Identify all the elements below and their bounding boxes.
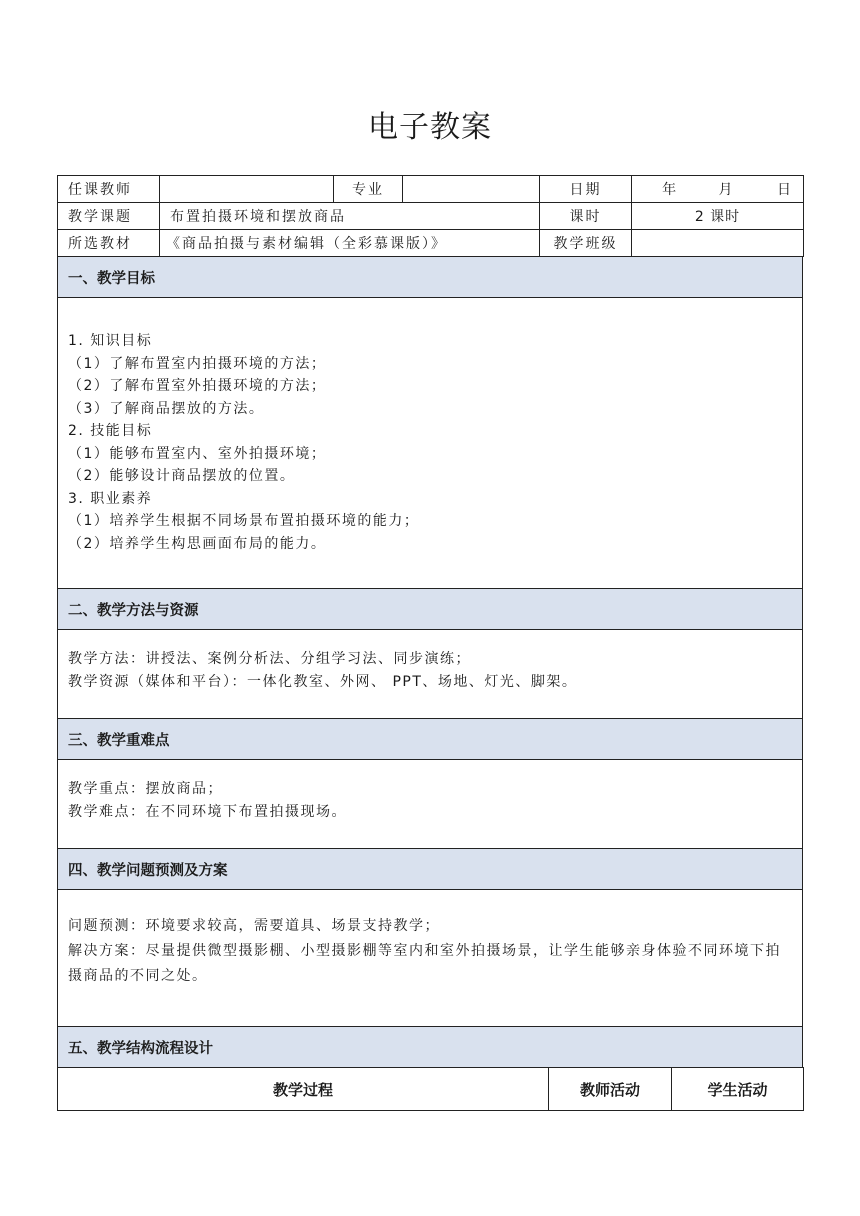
flow-column-header	[58, 1068, 804, 1111]
objective-line: 2. 技能目标	[68, 423, 153, 439]
document-title: 电子教案	[368, 110, 492, 145]
problems-body	[58, 890, 803, 1027]
date-day: 日	[777, 182, 791, 198]
flow-table	[57, 1067, 804, 1111]
class-value[interactable]	[632, 230, 804, 257]
lesson-plan-sheet	[57, 175, 803, 1111]
date-value[interactable]	[632, 176, 804, 203]
problems-header	[58, 849, 803, 890]
info-row-textbook	[58, 230, 804, 257]
methods-header	[58, 589, 803, 630]
keypoints-header	[58, 719, 803, 760]
objective-line: （2）培养学生构思画面布局的能力。	[68, 535, 327, 552]
objective-line: 1. 知识目标	[68, 333, 153, 349]
keypoints-heading: 三、教学重难点	[58, 719, 803, 760]
keypoints-line: 教学重点：摆放商品；	[68, 781, 223, 797]
objective-line: （1）了解布置室内拍摄环境的方法；	[68, 355, 327, 372]
methods-body	[58, 630, 803, 719]
objective-line: （1）培养学生根据不同场景布置拍摄环境的能力；	[68, 513, 420, 529]
objective-line: （1）能够布置室内、室外拍摄环境；	[68, 445, 327, 462]
objectives-header	[58, 257, 803, 298]
info-row-topic	[58, 203, 804, 230]
objectives-body	[58, 298, 803, 589]
flow-heading: 五、教学结构流程设计	[58, 1027, 803, 1068]
date-month: 月	[718, 182, 733, 198]
class-label: 教学班级	[540, 230, 632, 257]
sections-table	[57, 256, 803, 1068]
objective-line: 3. 职业素养	[68, 490, 153, 507]
methods-heading: 二、教学方法与资源	[58, 589, 803, 630]
methods-line: 教学资源（媒体和平台）：一体化教室、外网、 PPT、场地、灯光、脚架。	[68, 673, 578, 690]
info-table	[57, 175, 804, 257]
methods-line: 教学方法：讲授法、案例分析法、分组学习法、同步演练；	[68, 651, 471, 667]
col-student-activity: 学生活动	[672, 1068, 804, 1111]
flow-header	[58, 1027, 803, 1068]
textbook-value[interactable]: 《商品拍摄与素材编辑（全彩慕课版）》	[160, 230, 540, 257]
teacher-value[interactable]	[160, 176, 334, 203]
problems-heading: 四、教学问题预测及方案	[58, 849, 803, 890]
date-label: 日期	[540, 176, 632, 203]
date-year: 年	[662, 182, 677, 198]
textbook-label: 所选教材	[58, 230, 160, 257]
col-teacher-activity: 教师活动	[549, 1068, 672, 1111]
objective-line: （2）能够设计商品摆放的位置。	[68, 468, 296, 484]
teacher-label: 任课教师	[58, 176, 160, 203]
objective-line: （3）了解商品摆放的方法。	[68, 400, 265, 417]
hours-label: 课时	[540, 203, 632, 230]
topic-value[interactable]: 布置拍摄环境和摆放商品	[160, 203, 540, 230]
hours-value[interactable]: 2 课时	[632, 203, 804, 230]
problems-line: 解决方案：尽量提供微型摄影棚、小型摄影棚等室内和室外拍摄场景，让学生能够亲身体验不同环境下拍摄商品的不同之处。	[68, 943, 781, 984]
topic-label: 教学课题	[58, 203, 160, 230]
col-teaching-process: 教学过程	[58, 1068, 549, 1111]
objectives-heading: 一、教学目标	[58, 257, 803, 298]
major-label: 专业	[334, 176, 403, 203]
major-value[interactable]	[403, 176, 540, 203]
info-row-teacher	[58, 176, 804, 203]
keypoints-body	[58, 760, 803, 849]
problems-line: 问题预测：环境要求较高，需要道具、场景支持教学；	[68, 918, 440, 934]
keypoints-line: 教学难点：在不同环境下布置拍摄现场。	[68, 803, 347, 820]
objective-line: （2）了解布置室外拍摄环境的方法；	[68, 378, 327, 394]
